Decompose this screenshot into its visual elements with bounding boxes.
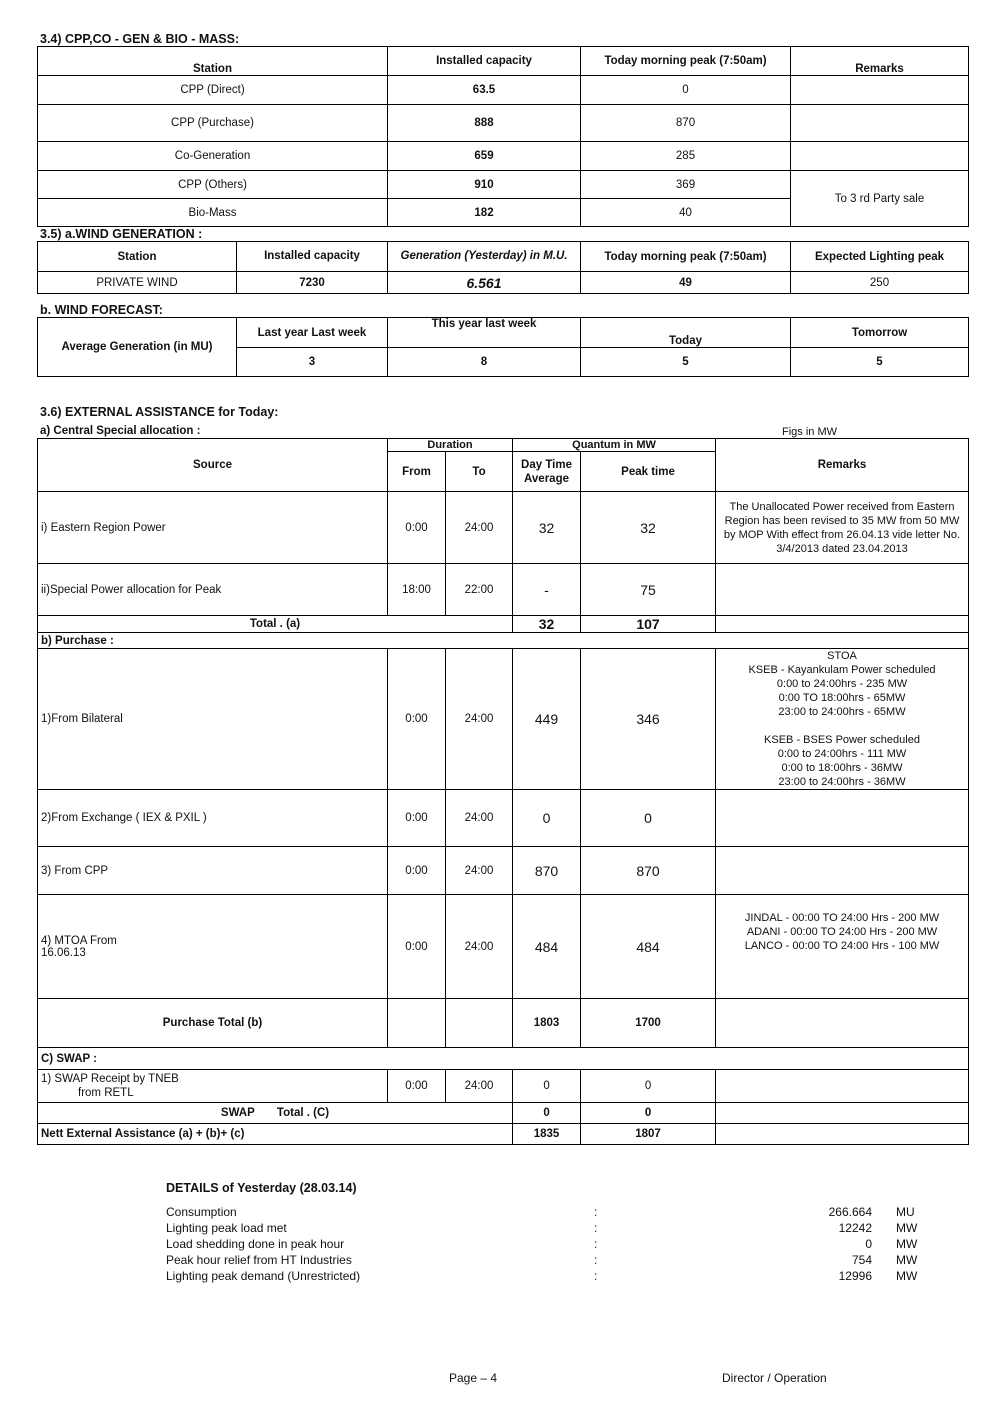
table-row xyxy=(38,649,969,790)
remark-line: ADANI - 00:00 TO 24:00 Hrs - 200 MW xyxy=(746,926,938,938)
purchase-total-day: 1803 xyxy=(513,999,581,1048)
swap-total-day: 0 xyxy=(513,1103,581,1124)
installed-capacity: 63.5 xyxy=(388,76,581,105)
total-a-day: 32 xyxy=(513,616,581,633)
wind-forecast-title: b. WIND FORECAST: xyxy=(40,303,163,317)
remark-text: The Unallocated Power received from Eastern Region has been revised to 35 MW from 50 MW by MOP With effect from 26.04.13 vide letter No. 3/4/2013 dated 23.04.2013 xyxy=(716,492,969,564)
morning-peak: 40 xyxy=(581,199,791,227)
details-value: 12242 xyxy=(838,1221,872,1235)
to-time: 24:00 xyxy=(446,649,513,790)
nett-assistance-label: Nett External Assistance (a) + (b)+ (c) xyxy=(38,1124,513,1145)
station-name: Co-Generation xyxy=(38,142,388,171)
purchase-subtitle: b) Purchase : xyxy=(38,633,969,649)
installed-capacity: 659 xyxy=(388,142,581,171)
details-label: Peak hour relief from HT Industries xyxy=(166,1253,352,1267)
remark-line: 0:00 to 24:00hrs - 111 MW xyxy=(777,748,907,760)
from-time: 0:00 xyxy=(388,649,446,790)
nett-assistance-peak: 1807 xyxy=(581,1124,716,1145)
page-number: Page – 4 xyxy=(449,1371,498,1385)
peak-time: 0 xyxy=(581,1070,716,1103)
total-a-label: Total . (a) xyxy=(38,616,513,633)
col-morning-peak: Today morning peak (7:50am) xyxy=(581,242,791,272)
installed-capacity: 7230 xyxy=(237,272,388,294)
source-name: ii)Special Power allocation for Peak xyxy=(38,564,388,616)
source-name: 3) From CPP xyxy=(38,847,388,895)
details-colon: : xyxy=(594,1253,598,1267)
peak-time: 484 xyxy=(581,895,716,999)
col-last-year-last-week: Last year Last week xyxy=(237,318,388,348)
swap-total-peak: 0 xyxy=(581,1103,716,1124)
empty-cell xyxy=(446,999,513,1048)
from-time: 0:00 xyxy=(388,1070,446,1103)
remark-cell xyxy=(716,564,969,616)
details-unit: MW xyxy=(896,1237,918,1251)
figs-in-mw-note: Figs in MW xyxy=(782,426,837,438)
remark-line: JINDAL - 00:00 TO 24:00 Hrs - 200 MW xyxy=(744,912,940,924)
signatory: Director / Operation xyxy=(722,1371,827,1385)
table-row xyxy=(38,76,969,105)
remark-cell xyxy=(716,1124,969,1145)
swap-subtitle: C) SWAP : xyxy=(38,1048,969,1070)
morning-peak: 285 xyxy=(581,142,791,171)
forecast-value: 5 xyxy=(581,348,791,377)
col-from: From xyxy=(388,452,446,492)
source-name xyxy=(38,1070,388,1103)
remark-line: STOA xyxy=(827,650,857,662)
purchase-total-peak: 1700 xyxy=(581,999,716,1048)
section-3-6-title: 3.6) EXTERNAL ASSISTANCE for Today: xyxy=(40,405,279,419)
station-name: CPP (Direct) xyxy=(38,76,388,105)
details-label: Load shedding done in peak hour xyxy=(166,1237,345,1251)
remark-line: 0:00 to 18:00hrs - 36MW xyxy=(781,762,903,774)
source-name xyxy=(38,895,388,999)
to-time: 22:00 xyxy=(446,564,513,616)
col-station: Station xyxy=(38,242,237,272)
day-average: - xyxy=(513,564,581,616)
day-average: 32 xyxy=(513,492,581,564)
expected-lighting-peak: 250 xyxy=(791,272,969,294)
source-line: 1) SWAP Receipt by TNEB xyxy=(41,1073,179,1085)
details-title: DETAILS of Yesterday (28.03.14) xyxy=(166,1181,357,1195)
to-time: 24:00 xyxy=(446,492,513,564)
total-a-row xyxy=(38,616,969,633)
col-generation-yesterday: Generation (Yesterday) in M.U. xyxy=(388,242,581,272)
col-day-time-average: Day Time Average xyxy=(513,452,581,492)
peak-time: 32 xyxy=(581,492,716,564)
table-row xyxy=(38,564,969,616)
morning-peak: 870 xyxy=(581,105,791,142)
details-label: Consumption xyxy=(166,1205,237,1219)
table-row xyxy=(38,272,969,294)
remark-line: 0:00 TO 18:00hrs - 65MW xyxy=(778,692,906,704)
total-a-peak: 107 xyxy=(581,616,716,633)
purchase-total-label: Purchase Total (b) xyxy=(38,999,388,1048)
details-label: Lighting peak load met xyxy=(166,1221,287,1235)
remark-cell xyxy=(791,105,969,142)
swap-total-row xyxy=(38,1103,969,1124)
wind-forecast-table xyxy=(37,317,969,377)
to-time: 24:00 xyxy=(446,790,513,847)
col-installed-capacity: Installed capacity xyxy=(237,242,388,272)
remark-cell xyxy=(716,1103,969,1124)
from-time: 18:00 xyxy=(388,564,446,616)
details-colon: : xyxy=(594,1269,598,1283)
remark-cell xyxy=(716,616,969,633)
details-unit: MW xyxy=(896,1253,918,1267)
col-quantum: Quantum in MW xyxy=(513,439,716,452)
col-peak-time: Peak time xyxy=(581,452,716,492)
from-time: 0:00 xyxy=(388,895,446,999)
col-this-year-last-week: This year last week xyxy=(388,318,581,348)
external-assistance-table xyxy=(37,438,969,1145)
source-name: i) Eastern Region Power xyxy=(38,492,388,564)
to-time: 24:00 xyxy=(446,847,513,895)
source-name: 1)From Bilateral xyxy=(38,649,388,790)
col-expected-lighting-peak: Expected Lighting peak xyxy=(791,242,969,272)
generation-yesterday: 6.561 xyxy=(388,272,581,294)
table-row xyxy=(38,142,969,171)
remark-line: LANCO - 00:00 TO 24:00 Hrs - 100 MW xyxy=(744,940,940,952)
average-generation-label: Average Generation (in MU) xyxy=(38,318,237,377)
from-time: 0:00 xyxy=(388,790,446,847)
nett-assistance-row xyxy=(38,1124,969,1145)
details-unit: MW xyxy=(896,1221,918,1235)
remark-cell xyxy=(716,1070,969,1103)
day-average: 870 xyxy=(513,847,581,895)
to-time: 24:00 xyxy=(446,895,513,999)
details-item xyxy=(166,1236,926,1252)
col-to: To xyxy=(446,452,513,492)
details-colon: : xyxy=(594,1221,598,1235)
section-3-5-title: 3.5) a.WIND GENERATION : xyxy=(40,227,203,241)
details-value: 12996 xyxy=(838,1269,872,1283)
mtoa-remarks xyxy=(716,895,969,999)
station-name: CPP (Purchase) xyxy=(38,105,388,142)
details-label: Lighting peak demand (Unrestricted) xyxy=(166,1269,361,1283)
details-unit: MU xyxy=(896,1205,915,1219)
forecast-value: 8 xyxy=(388,348,581,377)
peak-time: 870 xyxy=(581,847,716,895)
table-row xyxy=(38,171,969,199)
col-source: Source xyxy=(38,439,388,492)
station-name: PRIVATE WIND xyxy=(38,272,237,294)
table-row xyxy=(38,895,969,999)
cpp-cogen-biomass-table xyxy=(37,46,969,227)
details-unit: MW xyxy=(896,1269,918,1283)
purchase-total-row xyxy=(38,999,969,1048)
table-row xyxy=(38,790,969,847)
source-line: 4) MTOA From xyxy=(41,934,117,947)
swap-total-label: SWAP Total . (C) xyxy=(38,1103,513,1124)
from-time: 0:00 xyxy=(388,847,446,895)
day-average: 484 xyxy=(513,895,581,999)
col-remarks: Remarks xyxy=(791,47,969,76)
installed-capacity: 182 xyxy=(388,199,581,227)
remark-line: KSEB - BSES Power scheduled xyxy=(764,734,920,746)
peak-time: 75 xyxy=(581,564,716,616)
installed-capacity: 910 xyxy=(388,171,581,199)
details-value: 0 xyxy=(865,1237,872,1251)
third-party-remark: To 3 rd Party sale xyxy=(791,171,969,227)
remark-cell xyxy=(716,790,969,847)
day-average: 449 xyxy=(513,649,581,790)
remark-spacer xyxy=(719,719,965,733)
morning-peak: 49 xyxy=(581,272,791,294)
remark-cell xyxy=(791,76,969,105)
source-line: 16.06.13 xyxy=(41,946,86,959)
details-value: 266.664 xyxy=(828,1205,872,1219)
table-row xyxy=(38,105,969,142)
details-value: 754 xyxy=(851,1253,872,1267)
source-name: 2)From Exchange ( IEX & PXIL ) xyxy=(38,790,388,847)
remark-line: 0:00 to 24:00hrs - 235 MW xyxy=(776,678,908,690)
morning-peak: 369 xyxy=(581,171,791,199)
col-duration: Duration xyxy=(388,439,513,452)
installed-capacity: 888 xyxy=(388,105,581,142)
central-allocation-subtitle: a) Central Special allocation : xyxy=(40,425,201,437)
remark-cell xyxy=(791,142,969,171)
peak-time: 346 xyxy=(581,649,716,790)
bilateral-remarks xyxy=(716,649,969,790)
from-time: 0:00 xyxy=(388,492,446,564)
details-list xyxy=(166,1204,926,1284)
remark-line: 23:00 to 24:00hrs - 36MW xyxy=(778,776,906,788)
remark-line: 23:00 to 24:00hrs - 65MW xyxy=(778,706,906,718)
remark-cell xyxy=(716,847,969,895)
col-station: Station xyxy=(38,47,388,76)
details-colon: : xyxy=(594,1205,598,1219)
col-installed-capacity: Installed capacity xyxy=(388,47,581,76)
forecast-value: 5 xyxy=(791,348,969,377)
col-morning-peak: Today morning peak (7:50am) xyxy=(581,47,791,76)
col-remarks: Remarks xyxy=(716,439,969,492)
remark-line: KSEB - Kayankulam Power scheduled xyxy=(748,664,936,676)
to-time: 24:00 xyxy=(446,1070,513,1103)
station-name: Bio-Mass xyxy=(38,199,388,227)
station-name: CPP (Others) xyxy=(38,171,388,199)
remark-cell xyxy=(716,999,969,1048)
forecast-value: 3 xyxy=(237,348,388,377)
col-today: Today xyxy=(581,318,791,348)
nett-assistance-day: 1835 xyxy=(513,1124,581,1145)
details-item xyxy=(166,1220,926,1236)
day-average: 0 xyxy=(513,1070,581,1103)
peak-time: 0 xyxy=(581,790,716,847)
details-colon: : xyxy=(594,1237,598,1251)
empty-cell xyxy=(388,999,446,1048)
details-item xyxy=(166,1252,926,1268)
section-3-4-title: 3.4) CPP,CO - GEN & BIO - MASS: xyxy=(40,32,240,46)
wind-generation-table xyxy=(37,241,969,294)
details-item xyxy=(166,1204,926,1220)
day-average: 0 xyxy=(513,790,581,847)
source-line: from RETL xyxy=(78,1087,134,1099)
col-tomorrow: Tomorrow xyxy=(791,318,969,348)
details-item xyxy=(166,1268,926,1284)
table-row xyxy=(38,492,969,564)
morning-peak: 0 xyxy=(581,76,791,105)
table-row xyxy=(38,847,969,895)
table-row xyxy=(38,1070,969,1103)
